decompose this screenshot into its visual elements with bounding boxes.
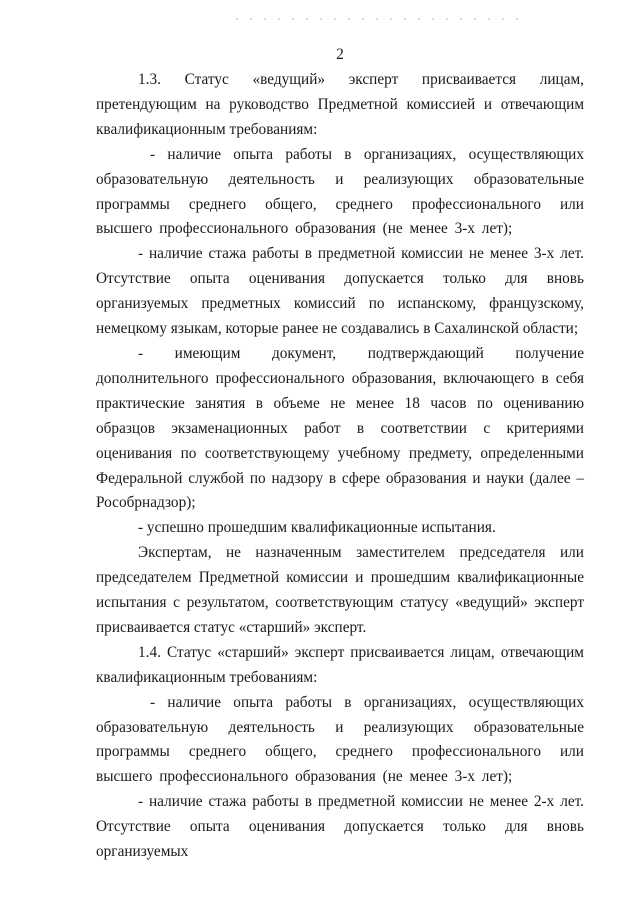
paragraph-senior-status: Экспертам, не назначенным заместителем председателя или председателем Предметной комиссии и прошедшим квалификационные испытания с результатом, соответствующим статусу «ведущий» эксперт присваивается статус «старший» эксперт. [96, 544, 584, 636]
list-item-experience: - наличие опыта работы в организациях, осуществляющих образовательную деятельность и реализующих образовательные программы среднего общего, среднего профессионального или высшего профессионального образования (не менее 3-х лет); [96, 145, 584, 238]
paragraph-1-4: 1.4. Статус «старший» эксперт присваивается лицам, отвечающим квалификационным требованиям: [96, 643, 584, 686]
list-item-commission-tenure-senior: - наличие стажа работы в предметной комиссии не менее 2-х лет. Отсутствие опыта оценивания допускается только для вновь организуемых [96, 793, 584, 861]
list-item-additional-education: - имеющим документ, подтверждающий получение дополнительного профессионального образования, включающего в себя практические занятия в объеме не менее 18 часов по оцениванию образцов экзаменационных работ в соответствии с критериями оценивания по соответствующему учебному предмету, определенными Федеральной службой по надзору в сфере образования и науки (далее – Рособрнадзор); [96, 344, 584, 512]
document-body [96, 68, 584, 865]
page-number: 2 [336, 46, 344, 63]
list-item-experience-senior: - наличие опыта работы в организациях, осуществляющих образовательную деятельность и реализующих образовательные программы среднего общего, среднего профессионального или высшего профессионального образования (не менее 3-х лет); [96, 693, 584, 786]
list-item-qualification-tests: - успешно прошедшим квалификационные испытания. [138, 519, 496, 537]
list-item-commission-tenure: - наличие стажа работы в предметной комиссии не менее 3-х лет. Отсутствие опыта оценивания допускается только для вновь организуемых предметных комиссий по испанскому, французскому, немецкому языкам, которые ранее не создавались в Сахалинской области; [96, 245, 584, 338]
paragraph-1-3: 1.3. Статус «ведущий» эксперт присваивается лицам, претендующим на руководство Предметной комиссией и отвечающим квалификационным требованиям: [96, 71, 584, 138]
scan-noise [230, 18, 530, 20]
